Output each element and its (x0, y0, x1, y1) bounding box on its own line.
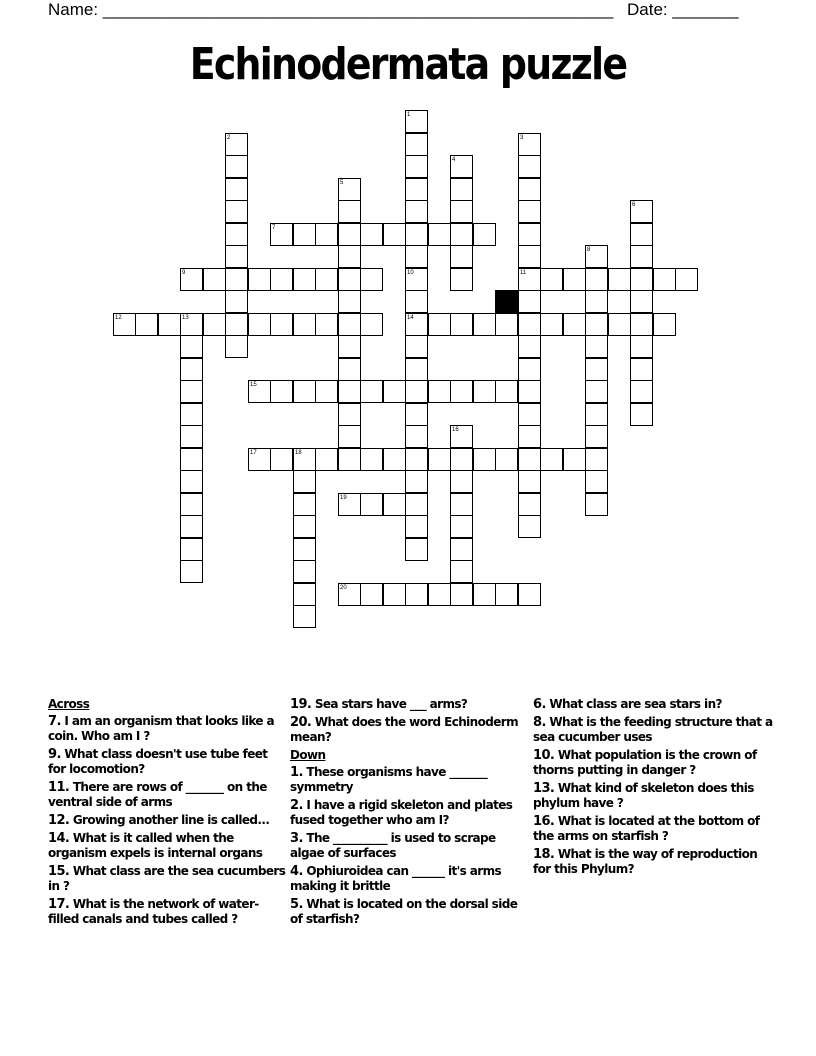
clue-number-3: 3 (520, 135, 524, 141)
grid-cell[interactable] (315, 268, 338, 291)
grid-cell[interactable] (293, 560, 316, 583)
grid-cell[interactable] (450, 538, 473, 561)
grid-cell[interactable] (405, 583, 428, 606)
grid-cell[interactable] (293, 313, 316, 336)
grid-cell[interactable] (248, 313, 271, 336)
grid-cell[interactable] (360, 223, 383, 246)
grid-cell[interactable] (315, 448, 338, 471)
grid-cell[interactable] (180, 268, 203, 291)
page-title: Echinodermata puzzle (189, 39, 627, 90)
grid-cell[interactable] (225, 290, 248, 313)
grid-cell[interactable] (180, 358, 203, 381)
grid-cell[interactable] (428, 313, 451, 336)
clue-down-1: 1. These organisms have _______ symmetry (290, 765, 488, 794)
grid-cell[interactable] (405, 245, 428, 268)
clue-number-14: 14 (407, 315, 414, 321)
clue-number-7: 7 (272, 225, 276, 231)
grid-cell[interactable] (270, 313, 293, 336)
grid-cell[interactable] (405, 200, 428, 223)
grid-cell[interactable] (563, 448, 586, 471)
grid-cell[interactable] (338, 583, 361, 606)
grid-cell[interactable] (293, 605, 316, 628)
grid-cell[interactable] (180, 493, 203, 516)
clue-down-4: 4. Ophiuroidea can ______ it's arms making it brittle (290, 864, 502, 893)
clue-number-11: 11 (520, 270, 527, 276)
grid-cell[interactable] (518, 448, 541, 471)
grid-cell[interactable] (630, 403, 653, 426)
clue-across-7: 7. I am an organism that looks like a coin. Who am I ? (48, 714, 275, 743)
grid-cell[interactable] (248, 448, 271, 471)
grid-cell[interactable] (450, 448, 473, 471)
clue-number-4: 4 (452, 157, 456, 163)
grid-cell[interactable] (225, 245, 248, 268)
grid-cell[interactable] (518, 380, 541, 403)
grid-cell[interactable] (180, 515, 203, 538)
grid-cell[interactable] (225, 133, 248, 156)
grid-cell[interactable] (338, 493, 361, 516)
grid-cell[interactable] (405, 358, 428, 381)
clue-column-1 (48, 697, 288, 930)
grid-cell[interactable] (473, 583, 496, 606)
grid-cell[interactable] (405, 178, 428, 201)
grid-cell[interactable] (630, 358, 653, 381)
grid-cell[interactable] (225, 223, 248, 246)
clue-number-12: 12 (115, 315, 122, 321)
grid-cell[interactable] (585, 313, 608, 336)
grid-cell[interactable] (563, 268, 586, 291)
grid-cell[interactable] (495, 380, 518, 403)
grid-cell[interactable] (203, 268, 226, 291)
clue-number-1: 1 (407, 112, 411, 118)
grid-cell[interactable] (518, 335, 541, 358)
grid-cell[interactable] (608, 268, 631, 291)
clue-number-2: 2 (227, 135, 231, 141)
clue-number-19: 19 (340, 495, 347, 501)
grid-cell[interactable] (518, 313, 541, 336)
grid-cell[interactable] (518, 223, 541, 246)
grid-cell[interactable] (180, 425, 203, 448)
grid-cell[interactable] (405, 425, 428, 448)
grid-cell[interactable] (315, 380, 338, 403)
grid-cell[interactable] (225, 155, 248, 178)
grid-cell[interactable] (180, 560, 203, 583)
grid-cell[interactable] (180, 470, 203, 493)
clue-across-15: 15. What class are the sea cucumbers in ? (48, 864, 286, 893)
grid-cell[interactable] (518, 290, 541, 313)
grid-cell[interactable] (450, 493, 473, 516)
grid-cell[interactable] (630, 313, 653, 336)
grid-cell[interactable] (518, 178, 541, 201)
clue-across-20: 20. What does the word Echinoderm mean? (290, 715, 519, 744)
clue-down-10: 10. What population is the crown of thorns putting in danger ? (533, 748, 757, 777)
grid-cell[interactable] (405, 133, 428, 156)
grid-cell[interactable] (518, 133, 541, 156)
grid-cell[interactable] (450, 268, 473, 291)
grid-cell[interactable] (450, 583, 473, 606)
grid-cell[interactable] (630, 335, 653, 358)
grid-cell[interactable] (518, 245, 541, 268)
grid-cell[interactable] (338, 403, 361, 426)
grid-cell[interactable] (270, 448, 293, 471)
grid-cell[interactable] (338, 380, 361, 403)
grid-cell[interactable] (563, 313, 586, 336)
grid-cell[interactable] (630, 290, 653, 313)
grid-cell[interactable] (450, 470, 473, 493)
grid-cell[interactable] (653, 268, 676, 291)
grid-cell[interactable] (405, 470, 428, 493)
grid-cell[interactable] (653, 313, 676, 336)
grid-cell[interactable] (495, 448, 518, 471)
grid-cell[interactable] (135, 313, 158, 336)
grid-cell[interactable] (180, 380, 203, 403)
clue-down-2: 2. I have a rigid skeleton and plates fused together who am I? (290, 798, 513, 827)
clue-across-17: 17. What is the network of water-filled canals and tubes called ? (48, 897, 259, 926)
grid-cell[interactable] (518, 425, 541, 448)
clue-column-3 (533, 697, 773, 880)
grid-cell[interactable] (338, 313, 361, 336)
grid-cell[interactable] (180, 335, 203, 358)
grid-cell[interactable] (405, 110, 428, 133)
grid-cell[interactable] (293, 223, 316, 246)
clue-number-5: 5 (340, 180, 344, 186)
grid-cell[interactable] (405, 313, 428, 336)
grid-cell[interactable] (180, 403, 203, 426)
grid-cell[interactable] (293, 470, 316, 493)
clue-down-3: 3. The __________ is used to scrape algae of surfaces (290, 831, 496, 860)
grid-cell[interactable] (450, 380, 473, 403)
grid-cell[interactable] (450, 245, 473, 268)
grid-cell[interactable] (270, 223, 293, 246)
clue-number-8: 8 (587, 247, 591, 253)
grid-cell[interactable] (405, 493, 428, 516)
grid-cell[interactable] (293, 380, 316, 403)
grid-cell[interactable] (428, 223, 451, 246)
grid-cell[interactable] (293, 448, 316, 471)
grid-cell[interactable] (585, 380, 608, 403)
grid-cell[interactable] (630, 268, 653, 291)
grid-cell[interactable] (338, 290, 361, 313)
grid-cell[interactable] (203, 313, 226, 336)
grid-cell[interactable] (180, 448, 203, 471)
clue-number-6: 6 (632, 202, 636, 208)
grid-cell[interactable] (383, 448, 406, 471)
grid-cell[interactable] (450, 223, 473, 246)
clue-across-11: 11. There are rows of _______ on the ventral side of arms (48, 780, 267, 809)
grid-cell[interactable] (405, 268, 428, 291)
grid-cell[interactable] (473, 223, 496, 246)
clue-down-6: 6. What class are sea stars in? (533, 697, 722, 712)
grid-cell[interactable] (338, 245, 361, 268)
grid-cell[interactable] (405, 403, 428, 426)
grid-cell[interactable] (360, 448, 383, 471)
grid-cell[interactable] (405, 515, 428, 538)
grid-cell[interactable] (338, 268, 361, 291)
grid-cell[interactable] (405, 290, 428, 313)
grid-cell[interactable] (518, 515, 541, 538)
grid-cell[interactable] (158, 313, 181, 336)
grid-cell[interactable] (338, 358, 361, 381)
grid-cell[interactable] (518, 403, 541, 426)
clue-column-2 (290, 697, 530, 930)
grid-cell[interactable] (450, 560, 473, 583)
grid-cell[interactable] (338, 448, 361, 471)
grid-cell[interactable] (315, 313, 338, 336)
clue-across-14: 14. What is it called when the organism expels is internal organs (48, 831, 263, 860)
grid-cell[interactable] (405, 223, 428, 246)
grid-cell[interactable] (405, 380, 428, 403)
grid-cell[interactable] (630, 245, 653, 268)
grid-cell[interactable] (518, 583, 541, 606)
grid-cell[interactable] (675, 268, 698, 291)
grid-cell[interactable] (383, 380, 406, 403)
grid-cell[interactable] (518, 268, 541, 291)
clue-down-16: 16. What is located at the bottom of the arms on starfish ? (533, 814, 760, 843)
grid-cell[interactable] (360, 313, 383, 336)
grid-cell[interactable] (428, 583, 451, 606)
clue-across-12: 12. Growing another line is called... (48, 813, 270, 828)
grid-cell[interactable] (585, 335, 608, 358)
grid-cell[interactable] (405, 155, 428, 178)
clue-down-18: 18. What is the way of reproduction for this Phylum? (533, 847, 758, 876)
grid-cell[interactable] (360, 493, 383, 516)
clue-number-16: 16 (452, 427, 459, 433)
grid-cell[interactable] (585, 245, 608, 268)
grid-cell[interactable] (473, 448, 496, 471)
grid-cell[interactable] (405, 448, 428, 471)
grid-cell[interactable] (450, 178, 473, 201)
grid-cell[interactable] (225, 268, 248, 291)
clue-number-10: 10 (407, 270, 414, 276)
grid-cell[interactable] (450, 200, 473, 223)
grid-cell[interactable] (270, 380, 293, 403)
grid-cell[interactable] (338, 335, 361, 358)
grid-cell[interactable] (293, 268, 316, 291)
grid-cell[interactable] (383, 583, 406, 606)
grid-cell[interactable] (360, 380, 383, 403)
grid-cell[interactable] (338, 223, 361, 246)
grid-cell[interactable] (225, 313, 248, 336)
clue-number-13: 13 (182, 315, 189, 321)
grid-cell[interactable] (428, 380, 451, 403)
grid-cell[interactable] (630, 200, 653, 223)
name-field[interactable]: Name: ______________________________________________________ (48, 0, 614, 19)
grid-cell[interactable] (585, 448, 608, 471)
grid-cell[interactable] (225, 178, 248, 201)
grid-cell[interactable] (608, 313, 631, 336)
grid-cell[interactable] (473, 313, 496, 336)
grid-cell[interactable] (180, 313, 203, 336)
grid-cell[interactable] (338, 425, 361, 448)
grid-cell[interactable] (540, 313, 563, 336)
grid-cell[interactable] (518, 358, 541, 381)
grid-cell[interactable] (225, 335, 248, 358)
grid-cell[interactable] (248, 268, 271, 291)
clue-down-13: 13. What kind of skeleton does this phylum have ? (533, 781, 754, 810)
clue-number-17: 17 (250, 450, 257, 456)
clue-number-18: 18 (295, 450, 302, 456)
grid-cell[interactable] (225, 200, 248, 223)
grid-cell[interactable] (540, 448, 563, 471)
grid-cell[interactable] (585, 290, 608, 313)
grid-cell[interactable] (585, 403, 608, 426)
grid-cell[interactable] (518, 493, 541, 516)
grid-cell[interactable] (540, 268, 563, 291)
grid-cell[interactable] (405, 335, 428, 358)
grid-cell[interactable] (293, 515, 316, 538)
grid-cell[interactable] (585, 425, 608, 448)
grid-cell[interactable] (450, 313, 473, 336)
grid-cell[interactable] (450, 515, 473, 538)
clue-number-9: 9 (182, 270, 186, 276)
grid-cell[interactable] (360, 268, 383, 291)
grid-cell[interactable] (630, 223, 653, 246)
clue-down-8: 8. What is the feeding structure that a sea cucumber uses (533, 715, 773, 744)
grid-cell[interactable] (585, 268, 608, 291)
clue-number-20: 20 (340, 585, 347, 591)
clue-across-9: 9. What class doesn't use tube feet for locomotion? (48, 747, 268, 776)
grid-cell[interactable] (585, 358, 608, 381)
grid-cell[interactable] (450, 425, 473, 448)
across-heading: Across (48, 697, 90, 711)
black-cell (495, 290, 518, 313)
grid-cell[interactable] (518, 200, 541, 223)
down-heading: Down (290, 748, 326, 762)
grid-cell[interactable] (293, 583, 316, 606)
grid-cell[interactable] (473, 380, 496, 403)
grid-cell[interactable] (428, 448, 451, 471)
grid-cell[interactable] (248, 380, 271, 403)
grid-cell[interactable] (450, 155, 473, 178)
grid-cell[interactable] (315, 223, 338, 246)
grid-cell[interactable] (630, 380, 653, 403)
grid-cell[interactable] (113, 313, 136, 336)
clue-down-5: 5. What is located on the dorsal side of starfish? (290, 897, 518, 926)
grid-cell[interactable] (585, 470, 608, 493)
grid-cell[interactable] (383, 223, 406, 246)
date-field[interactable]: Date: _______ (627, 0, 739, 19)
grid-cell[interactable] (518, 155, 541, 178)
grid-cell[interactable] (518, 470, 541, 493)
clue-across-19: 19. Sea stars have ___ arms? (290, 697, 468, 712)
grid-cell[interactable] (495, 313, 518, 336)
grid-cell[interactable] (360, 583, 383, 606)
grid-cell[interactable] (180, 538, 203, 561)
grid-cell[interactable] (293, 493, 316, 516)
grid-cell[interactable] (405, 538, 428, 561)
clue-number-15: 15 (250, 382, 257, 388)
grid-cell[interactable] (495, 583, 518, 606)
grid-cell[interactable] (383, 493, 406, 516)
grid-cell[interactable] (338, 200, 361, 223)
grid-cell[interactable] (338, 178, 361, 201)
grid-cell[interactable] (270, 268, 293, 291)
grid-cell[interactable] (293, 538, 316, 561)
grid-cell[interactable] (585, 493, 608, 516)
